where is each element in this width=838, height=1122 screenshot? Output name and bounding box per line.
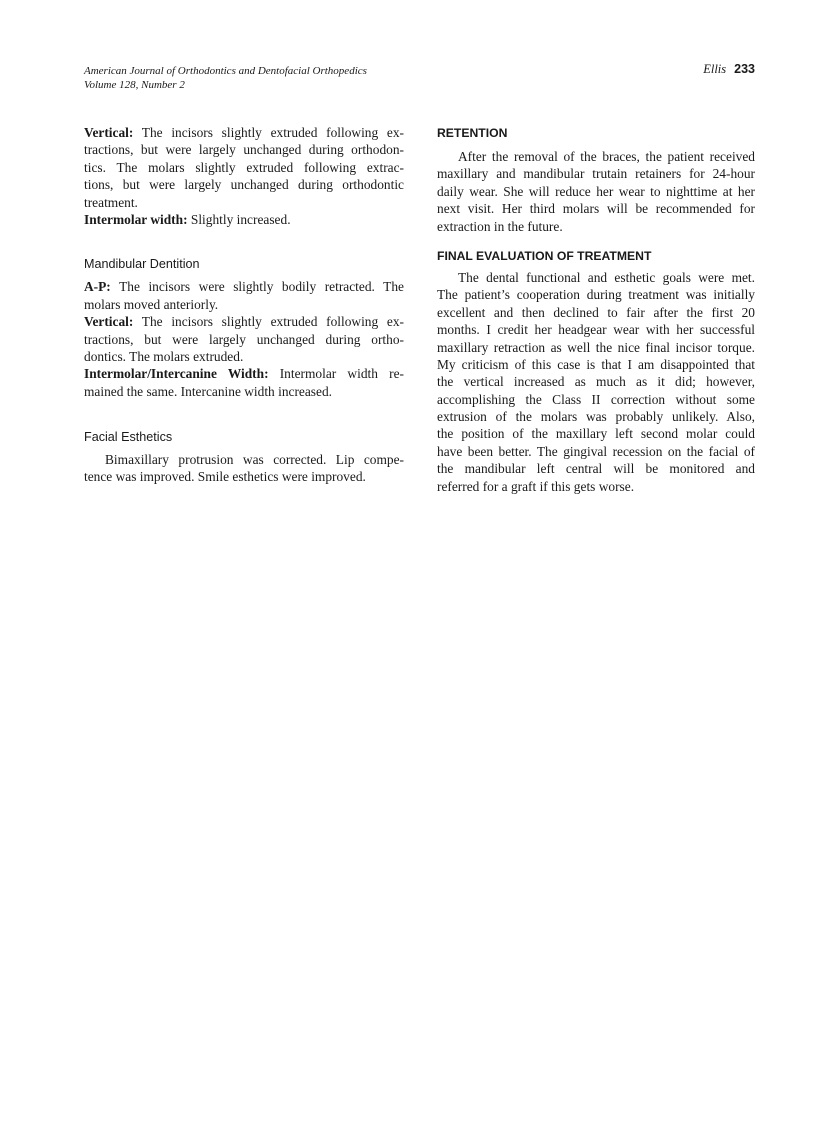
line-text: maxillary and mandibular trutain retainers for 24-hour xyxy=(437,166,755,182)
section-heading: FINAL EVALUATION OF TREATMENT xyxy=(437,248,652,263)
text-line xyxy=(437,373,755,390)
line-text: My criticism of this case is that I am disappointed that xyxy=(437,356,755,372)
text-line xyxy=(437,321,755,338)
text-line xyxy=(84,383,404,400)
journal-title: American Journal of Orthodontics and Dentofacial Orthopedics xyxy=(84,65,367,77)
line-text: tractions, but were largely unchanged during ortho- xyxy=(84,331,404,347)
text-line xyxy=(84,313,404,330)
run-in-label: Intermolar width: xyxy=(84,211,188,227)
line-text: next visit. Her third molars will be recommended for xyxy=(437,201,755,217)
section-heading: Mandibular Dentition xyxy=(84,257,200,272)
text-line xyxy=(84,468,404,485)
text-line xyxy=(437,478,755,495)
text-line xyxy=(437,218,755,235)
line-text: months. I credit her headgear wear with her successful xyxy=(437,322,755,338)
line-text: accomplishing the Class II correction without some xyxy=(437,391,755,407)
text-line xyxy=(437,356,755,373)
run-in-label: Vertical: xyxy=(84,125,134,140)
text-line xyxy=(84,451,404,468)
volume-number: Volume 128, Number 2 xyxy=(84,79,185,91)
line-text: excellent and then declined to fair after the first 20 xyxy=(437,304,755,320)
line-text: the mandibular left central will be monitored and xyxy=(437,461,755,477)
text-line xyxy=(437,425,755,442)
line-text: tions, but were largely unchanged during orthodontic xyxy=(84,177,404,193)
page-number: 233 xyxy=(734,62,755,76)
line-text: referred for a graft if this gets worse. xyxy=(437,478,635,494)
line-text: maxillary retraction as well the nice final incisor torque. xyxy=(437,339,755,355)
running-header xyxy=(84,64,367,92)
line-text: The patient’s cooperation during treatment was initially xyxy=(437,287,755,303)
line-text: The incisors were slightly bodily retracted. The xyxy=(110,279,404,295)
line-text: mained the same. Intercanine width increased. xyxy=(84,383,332,399)
line-text: extraction in the future. xyxy=(437,218,563,234)
text-line xyxy=(437,183,755,200)
section-heading: Facial Esthetics xyxy=(84,430,173,445)
line-text: The dental functional and esthetic goals were met. xyxy=(458,269,755,285)
line-text: tractions, but were largely unchanged during orthodon- xyxy=(84,142,404,158)
line-text: After the removal of the braces, the patient received xyxy=(458,149,755,164)
line-text: the position of the maxillary left second molar could xyxy=(437,426,755,442)
text-line xyxy=(437,269,755,286)
text-line xyxy=(84,296,404,313)
line-text: Bimaxillary protrusion was corrected. Lip compe- xyxy=(105,452,404,468)
text-line xyxy=(437,408,755,425)
text-line xyxy=(437,148,755,165)
text-line xyxy=(437,443,755,460)
line-text: Intermolar width re- xyxy=(268,366,404,382)
run-in-label: A-P: xyxy=(84,279,111,295)
text-line xyxy=(437,460,755,477)
line-text: molars moved anteriorly. xyxy=(84,296,219,312)
text-line xyxy=(437,200,755,217)
author-name: Ellis xyxy=(703,62,727,76)
text-line xyxy=(84,124,404,141)
text-line xyxy=(437,286,755,303)
line-text: extrusion of the molars was probably unlikely. Also, xyxy=(437,409,755,425)
line-text: treatment. xyxy=(84,194,138,210)
right-column xyxy=(437,124,755,495)
paragraph xyxy=(84,124,404,228)
page-header-right xyxy=(703,62,755,77)
line-text: Slightly increased. xyxy=(187,211,291,227)
paragraph xyxy=(437,148,755,235)
line-text: daily wear. She will reduce her wear to nighttime at her xyxy=(437,183,755,199)
line-text: dontics. The molars extruded. xyxy=(84,348,244,364)
line-text: tics. The molars slightly extruded following extrac- xyxy=(84,159,404,175)
paragraph xyxy=(437,269,755,495)
line-text: The incisors slightly extruded following ex- xyxy=(133,125,404,140)
left-column xyxy=(84,124,404,486)
text-line xyxy=(84,211,404,228)
line-text: tence was improved. Smile esthetics were improved. xyxy=(84,469,366,485)
text-line xyxy=(84,278,404,295)
line-text: The incisors slightly extruded following ex- xyxy=(133,314,404,330)
text-line xyxy=(84,141,404,158)
section-heading: RETENTION xyxy=(437,126,508,140)
text-line xyxy=(437,304,755,321)
text-line xyxy=(84,159,404,176)
text-line xyxy=(84,176,404,193)
text-line xyxy=(437,165,755,182)
text-line xyxy=(84,365,404,382)
line-text: have been better. The gingival recession on the facial of xyxy=(437,443,755,459)
text-line xyxy=(437,339,755,356)
paragraph xyxy=(84,278,404,400)
run-in-label: Vertical: xyxy=(84,314,134,330)
text-line xyxy=(84,194,404,211)
text-line xyxy=(84,348,404,365)
run-in-label: Intermolar/Intercanine Width: xyxy=(84,366,269,382)
text-line xyxy=(437,391,755,408)
text-line xyxy=(84,331,404,348)
line-text: the vertical increased as much as it did; however, xyxy=(437,374,755,390)
paragraph xyxy=(84,451,404,486)
